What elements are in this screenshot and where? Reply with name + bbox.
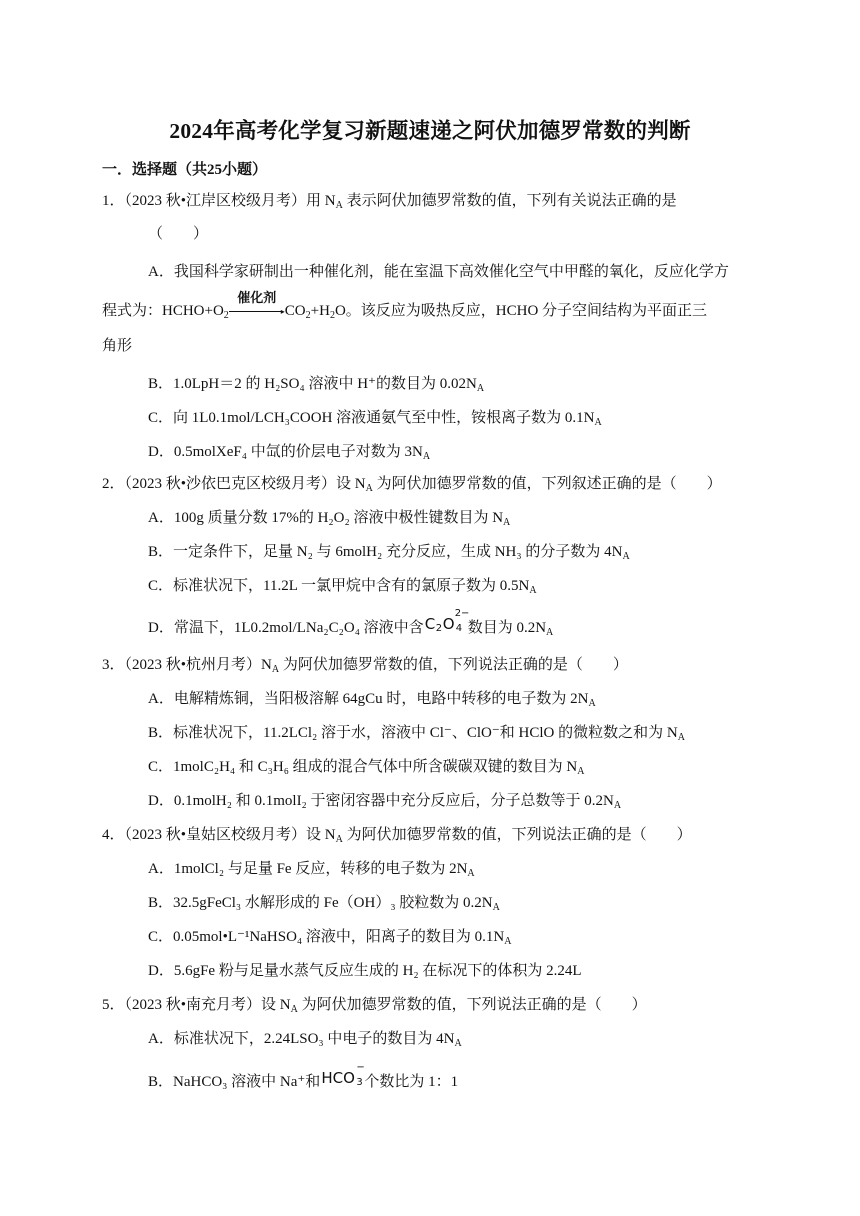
question-2-option-c: C．标准状况下，11.2L 一氯甲烷中含有的氯原子数为 $0.5N_A$ — [148, 578, 537, 596]
oxalate-ion-formula: C 2 O 2− 4 — [424, 608, 470, 634]
question-4-option-d: D．5.6gFe 粉与足量水蒸气反应生成的 H₂ 在标况下的体积为 2.24L — [148, 963, 582, 979]
question-4-stem: 4．（2023 秋•皇姑区校级月考）设 $N_A$ 为阿伏加德罗常数的值，下列说法正确的是（ ） — [102, 827, 692, 845]
question-1-option-a-line2: 程式为：$HCHO+O_2$ 催化剂 ▸ $CO_2+H_2O$。该反应为吸热反应，HCHO 分子空间结构为平面正三 — [102, 291, 708, 321]
bicarbonate-ion-formula: HCO − 3 — [321, 1062, 365, 1088]
question-4-option-a: A．1molCl₂ 与足量 Fe 反应，转移的电子数为 $2N_A$ — [148, 861, 475, 879]
question-2-option-d: D．常温下，1L0.2mol/LNa₂C₂O₄ 溶液中含 C 2 O 2− 4 数目为 $0.2N_A$ — [148, 608, 554, 638]
question-2-stem: 2．（2023 秋•沙依巴克区校级月考）设 $N_A$ 为阿伏加德罗常数的值，下列叙述正确的是（ ） — [102, 476, 722, 494]
question-3-option-a: A．电解精炼铜，当阳极溶解 64gCu 时，电路中转移的电子数为 $2N_A$ — [148, 691, 596, 709]
question-4-option-c: C．0.05mol•L⁻¹NaHSO₄ 溶液中，阳离子的数目为 $0.1N_A$ — [148, 929, 512, 947]
document-title: 2024年高考化学复习新题速递之阿伏加德罗常数的判断 — [169, 119, 691, 143]
question-5-option-b: B．NaHCO₃ 溶液中 Na⁺和 HCO − 3 个数比为 1：1 — [148, 1062, 459, 1090]
question-1-paren: （ ） — [148, 226, 209, 242]
question-3-option-d: D．0.1molH₂ 和 0.1molI₂ 于密闭容器中充分反应后，分子总数等于 $0.2N_A$ — [148, 793, 622, 811]
question-3-stem: 3．（2023 秋•杭州月考）$N_A$ 为阿伏加德罗常数的值，下列说法正确的是（ ） — [102, 657, 628, 675]
question-1-stem: 1．（2023 秋•江岸区校级月考）用 $N_A$ 表示阿伏加德罗常数的值，下列有关说法正确的是 — [102, 193, 677, 211]
section-heading: 一．选择题（共25小题） — [102, 162, 268, 178]
question-1-option-a-line3: 角形 — [102, 338, 133, 354]
question-1-option-a-line1: A．我国科学家研制出一种催化剂，能在室温下高效催化空气中甲醛的氧化，反应化学方 — [148, 264, 729, 280]
question-2-option-b: B．一定条件下，足量 N₂ 与 6molH₂ 充分反应，生成 NH₃ 的分子数为 $4N_A$ — [148, 544, 630, 562]
question-1-option-d: D．0.5molXeF₄ 中氙的价层电子对数为 $3N_A$ — [148, 444, 431, 462]
question-1-option-b: B．1.0LpH＝2 的 H₂SO₄ 溶液中 H⁺的数目为 $0.02N_A$ — [148, 376, 485, 394]
question-5-option-a: A．标准状况下，2.24LSO₃ 中电子的数目为 $4N_A$ — [148, 1031, 462, 1049]
question-5-stem: 5．（2023 秋•南充月考）设 $N_A$ 为阿伏加德罗常数的值，下列说法正确的是（ ） — [102, 997, 647, 1015]
question-2-option-a: A．100g 质量分数 17%的 H₂O₂ 溶液中极性键数目为 $N_A$ — [148, 510, 511, 528]
catalyst-arrow: 催化剂 ▸ — [229, 299, 285, 319]
question-3-option-b: B．标准状况下，11.2LCl₂ 溶于水，溶液中 Cl⁻、ClO⁻和 HClO 的微粒数之和为 $N_A$ — [148, 725, 685, 743]
question-1-option-c: C．向 1L0.1mol/LCH₃COOH 溶液通氨气至中性，铵根离子数为 $0.1N_A$ — [148, 410, 602, 428]
question-3-option-c: C．1molC₂H₄ 和 C₃H₆ 组成的混合气体中所含碳碳双键的数目为 $N_A$ — [148, 759, 585, 777]
question-4-option-b: B．32.5gFeCl₃ 水解形成的 Fe（OH）₃ 胶粒数为 $0.2N_A$ — [148, 895, 500, 913]
